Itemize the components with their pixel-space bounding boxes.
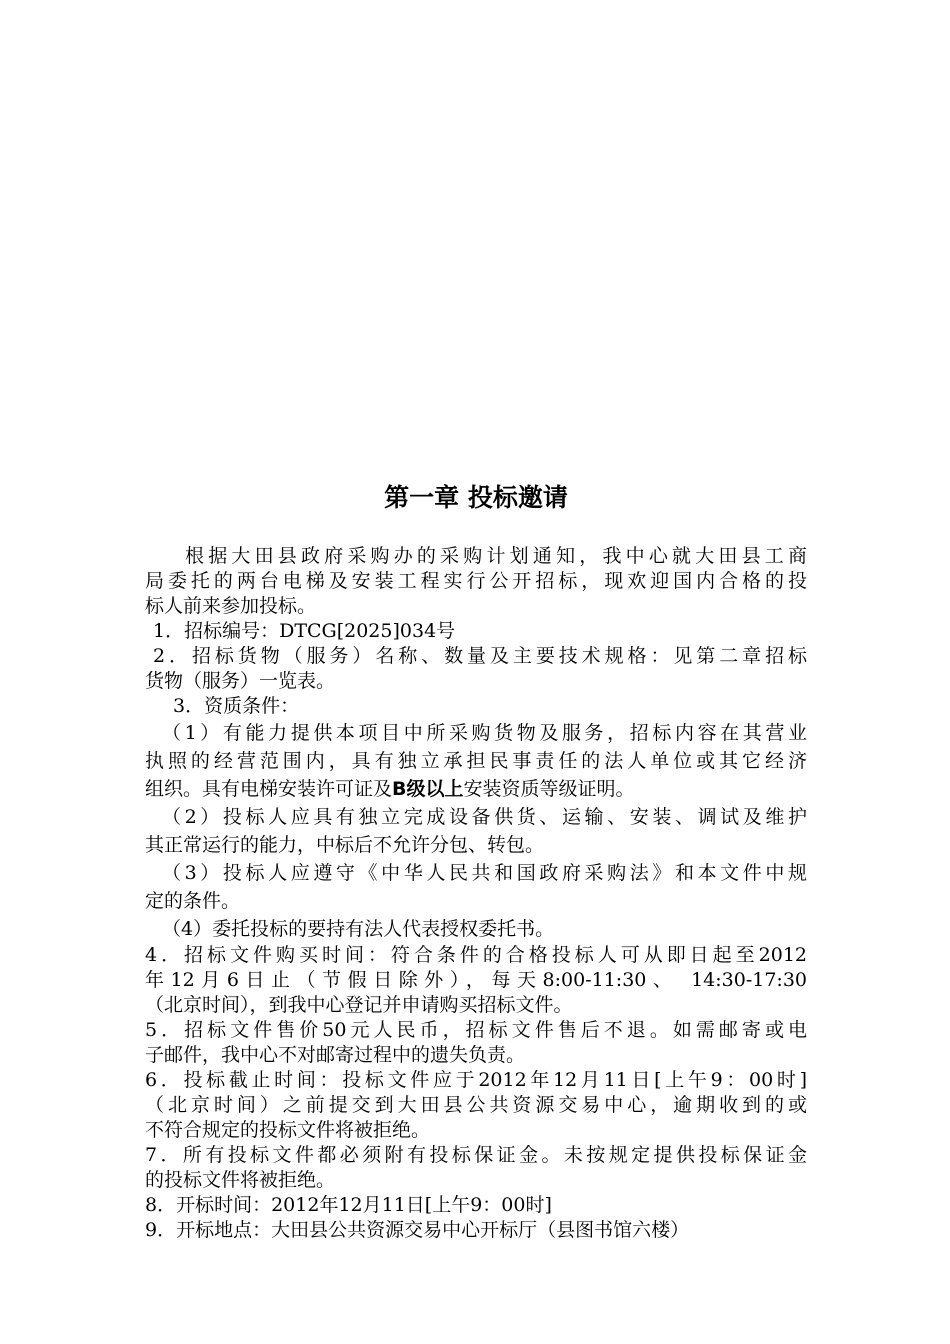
- condition-line: 组织。具有电梯安装许可证及B级以上安装资质等级证明。: [145, 778, 635, 800]
- condition-line: 定的条件。: [145, 890, 241, 912]
- item-line: 4．招标文件购买时间：符合条件的合格投标人可从即日起至2012: [145, 944, 807, 966]
- item-goods-line: 2．招标货物（服务）名称、数量及主要技术规格：见第二章招标: [153, 645, 807, 667]
- item-line: 的投标文件将被拒绝。: [145, 1169, 336, 1191]
- intro-line: 根据大田县政府采购办的采购计划通知，我中心就大田县工商: [185, 545, 807, 567]
- condition-line: （1）有能力提供本项目中所采购货物及服务，招标内容在其营业: [162, 722, 807, 744]
- item-goods-line: 货物（服务）一览表。: [145, 670, 336, 692]
- intro-paragraph: [145, 544, 807, 619]
- item-qualification-heading: 3．资质条件：: [173, 695, 300, 717]
- condition-2: [145, 803, 807, 859]
- condition-4: （4）委托投标的要持有法人代表授权委托书。: [162, 918, 555, 940]
- item-bid-number: 1．招标编号：DTCG[2025]034号: [153, 620, 456, 642]
- item-line: 年12月6日止（节假日除外），每天8:00-11:30、 14:30-17:30: [145, 969, 807, 991]
- item-opening-time: 8．开标时间：2012年12月11日[上午9：00时]: [145, 1194, 552, 1216]
- item-deadline: [145, 1068, 807, 1143]
- condition-1: [145, 719, 807, 803]
- condition-line: （3）投标人应遵守《中华人民共和国政府采购法》和本文件中规: [162, 862, 807, 884]
- chapter-title: 第一章 投标邀请: [384, 483, 568, 512]
- item-opening-location: 9．开标地点：大田县公共资源交易中心开标厅（县图书馆六楼）: [145, 1219, 690, 1241]
- intro-line: 局委托的两台电梯及安装工程实行公开招标，现欢迎国内合格的投: [145, 570, 807, 592]
- qualification-grade: B级以上: [392, 778, 464, 800]
- intro-line: 标人前来参加投标。: [145, 595, 317, 617]
- item-document-price: [145, 1018, 807, 1068]
- item-line: （北京时间）之前提交到大田县公共资源交易中心，逾期收到的或: [145, 1094, 807, 1116]
- condition-line: 其正常运行的能力，中标后不允许分包、转包。: [145, 834, 545, 856]
- document-body: [145, 544, 807, 1243]
- condition-line: 执照的经营范围内，具有独立承担民事责任的法人单位或其它经济: [145, 750, 807, 772]
- item-line: 7．所有投标文件都必须附有投标保证金。未按规定提供投标保证金: [145, 1144, 807, 1166]
- item-line: 不符合规定的投标文件将被拒绝。: [145, 1119, 431, 1141]
- item-line: 5．招标文件售价50元人民币，招标文件售后不退。如需邮寄或电: [145, 1019, 807, 1041]
- item-purchase-time: [145, 943, 807, 1018]
- item-bid-bond: [145, 1143, 807, 1193]
- condition-line: （2）投标人应具有独立完成设备供货、运输、安装、调试及维护: [162, 806, 807, 828]
- item-line: （北京时间），到我中心登记并申请购买招标文件。: [145, 994, 573, 1016]
- condition-3: [145, 859, 807, 915]
- item-goods: [145, 644, 807, 694]
- item-line: 子邮件，我中心不对邮寄过程中的遗失负责。: [145, 1044, 526, 1066]
- item-line: 6．投标截止时间：投标文件应于2012年12月11日[上午9：00时]: [145, 1069, 807, 1091]
